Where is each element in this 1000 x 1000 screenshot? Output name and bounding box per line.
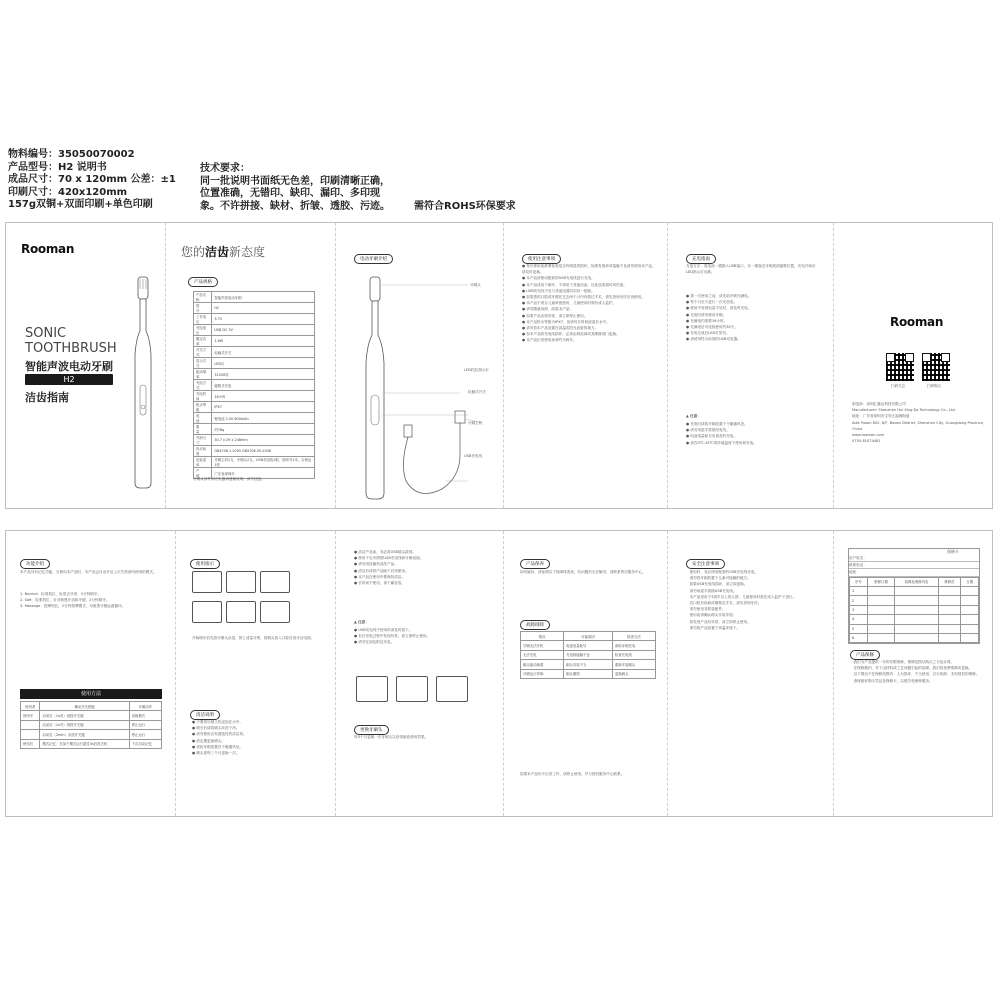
warranty-card-row [850, 587, 979, 596]
spec-note: 牙刷头部件和充电器请遵循说明。请勿浸泡。 [193, 477, 265, 481]
spec-row [194, 380, 315, 391]
warning-item: ● USB充电线不使用时请及时拔下。 [354, 628, 413, 632]
table-header-cell: 可能原因 [564, 632, 613, 641]
addr-en: Add: Room 802, 8/F, Baoan District, Shenzhen City, Guangdong Province, China [852, 420, 984, 431]
note-item: ● 本产品正常使用寿命约为两年。 [522, 338, 577, 343]
panel-features [6, 531, 176, 816]
table-cell: 1.6W [212, 336, 315, 347]
cover-title-en-2: TOOTHBRUSH [25, 341, 117, 356]
table-cell: 3.7V [212, 314, 315, 325]
table-cell: 请给牙刷充电 [612, 641, 655, 650]
note-item: ● 如果产品出现异常，请立即停止使用。 [522, 313, 588, 318]
table-cell: 无法充电 [521, 650, 564, 659]
trouble-row [521, 650, 656, 659]
table-cell [961, 605, 979, 614]
table-header-row [21, 702, 162, 711]
table-cell [895, 624, 938, 633]
table-cell: 充电时间 [194, 391, 212, 402]
table-cell: 3 [850, 605, 868, 614]
usage-text: 开始刷牙前先将牙刷头沾湿，挤上适量牙膏，将刷头放入口腔后再开启电源。 [192, 636, 315, 640]
care-warn-title: ▲ 注意： [354, 620, 369, 624]
charging-item: ● 第一次使用之前，请先给牙刷充满电。 [686, 294, 752, 298]
care-list [354, 549, 490, 586]
charging-item: ● 请使用符合标准的USB充电器。 [686, 337, 741, 342]
table-cell: 锂电池 2.4V 600mAh [212, 413, 315, 424]
table-cell: 刷头安装不当 [564, 660, 613, 669]
usage-row [21, 711, 162, 720]
trouble-text: 如有疑问，请参照以下故障排查表，若问题仍无法解决，请联系售后服务中心。 [520, 570, 646, 574]
charging-warn-title: ▲ 注意： [686, 414, 701, 418]
section-heading: 充电指南 [686, 254, 716, 264]
tech-requirements [200, 163, 390, 213]
warning-item: ● 电池电量耗尽后请及时充电。 [686, 434, 737, 439]
panel-troubleshoot [504, 531, 668, 816]
warranty-card-field: 联系电话： [849, 562, 979, 569]
step-image-icon [226, 571, 256, 593]
charging-item: ● 每个月至少进行一次充放电。 [686, 300, 737, 305]
step-image-icon [226, 601, 256, 623]
tech-line-2: 位置准确，无错印、缺印、漏印、多印现 [200, 188, 380, 199]
spec-row [194, 446, 315, 457]
section-heading: 更换牙刷头 [354, 725, 389, 735]
step-image-icon [192, 601, 222, 623]
charging-item: ● 充电完成后LED灯常亮。 [686, 331, 730, 336]
step-image-icon [260, 601, 290, 623]
usage-row [21, 720, 162, 729]
table-cell: 产品名称 [194, 292, 212, 303]
table-cell: 30.7 x 29 x 248mm [212, 435, 315, 446]
panel-usage-notes [504, 223, 668, 508]
charging-item: ● 充电时请勿使用牙刷。 [686, 312, 727, 317]
table-cell: 重新安装刷头 [612, 660, 655, 669]
section-heading: 电动牙刷介绍 [354, 254, 393, 264]
warranty-card-row [850, 596, 979, 605]
table-cell [895, 633, 938, 642]
table-cell: 开关方式 [194, 347, 212, 358]
print-size: 印刷尺寸：420x120mm [8, 186, 128, 198]
warranty-item: 请保留好购买凭证及保修卡，以便享受保修服务。 [850, 678, 933, 683]
table-cell: 防水等级 [194, 402, 212, 413]
warranty-paragraphs [850, 659, 980, 684]
charging-list [686, 293, 822, 343]
warranty-card-field: 用户姓名： [849, 555, 979, 562]
table-cell [867, 615, 895, 624]
table-cell: 使用中 [21, 711, 40, 720]
mode-item: 1. Normal：标准档位，轻度去牙渍，2分钟刷牙。 [20, 592, 101, 596]
table-header-row [850, 577, 979, 586]
table-cell: 16小时 [212, 391, 315, 402]
warranty-card-row [850, 615, 979, 624]
cleaning-item: ● 刷头需每三个月更换一次。 [192, 751, 240, 756]
safety-item: 如果USB充电线损坏，请立即更换。 [686, 582, 748, 587]
trouble-row [521, 669, 656, 678]
table-cell: 下次启动记忆 [129, 739, 161, 748]
table-cell: IPX7 [212, 402, 315, 413]
cover-title-en-1: SONIC [25, 326, 67, 341]
table-cell: 型 号 [194, 303, 212, 314]
charging-item: ● 使用中发现电量不足时，请及时充电。 [686, 306, 752, 311]
spec-row [194, 358, 315, 369]
table-cell [961, 587, 979, 596]
table-cell [938, 624, 961, 633]
table-header-cell: 排查方法 [612, 632, 655, 641]
table-cell: 31000转 [212, 369, 315, 380]
label-brush-head: 牙刷头 [470, 283, 481, 287]
slogan-post: 新态度 [229, 245, 266, 259]
table-cell [938, 615, 961, 624]
warranty-card-title: 保修卡 [947, 549, 959, 554]
usage-table [20, 701, 162, 749]
qr-code-icon [886, 353, 914, 381]
back-manufacturer-info [852, 401, 986, 444]
table-cell [867, 587, 895, 596]
slogan-bold: 洁齿 [205, 245, 230, 259]
care-item: ● 使用干毛巾擦拭USB充电线和牙刷表面。 [354, 556, 424, 561]
table-cell: 牙刷无法开机 [521, 641, 564, 650]
table-cell [961, 596, 979, 605]
warranty-card-field: 地址： [849, 569, 979, 576]
table-cell: 停止运行 [129, 730, 161, 739]
spec-row [194, 336, 315, 347]
telephone: 0755-81074481 [852, 439, 881, 444]
warning-item: ● 若在充电过程中发现异常，请立即停止使用。 [354, 634, 431, 639]
note-item: ● 如本产品的充电线损坏，必须由制造商或其维修部门更换。 [522, 332, 620, 337]
safety-item: 如发现产品有异常，请立即停止使用。 [686, 619, 751, 624]
table-cell: 启动后（1s外）再按开关键 [40, 720, 129, 729]
trouble-footer: 如果本产品仍不正常工作，请停止使用，并与授权服务中心联系。 [520, 772, 625, 776]
charging-item: ● 充满电后可连续使用约30天。 [686, 325, 738, 330]
safety-item: 请勿将产品放置于高温环境下。 [686, 625, 740, 630]
sheet-front [5, 222, 993, 509]
cover-title-cn: 智能声波电动牙刷 [25, 360, 113, 373]
table-cell: 启动后（2min）未按开关键 [40, 730, 129, 739]
table-cell [895, 605, 938, 614]
panel-diagram [336, 223, 504, 508]
table-header-cell: 日期 [961, 577, 979, 586]
safety-item: 本产品适用于3周岁以上的人群，儿童使用时需在成人监护下进行。 [686, 594, 797, 599]
table-cell: 智能声波电动牙刷 [212, 292, 315, 303]
back-brand-logo: Rooman [890, 315, 944, 329]
table-cell: 额定功率 [194, 336, 212, 347]
tech-line-1: 同一批说明书面纸无色差，印刷清晰正确， [200, 175, 390, 187]
safety-item: 请勿用湿手拔插USB充电线。 [686, 588, 737, 593]
table-cell: USB DC 5V [212, 325, 315, 336]
finished-size: 成品尺寸：70 x 120mm 公差：±1 [8, 174, 176, 185]
table-cell: 5 [850, 624, 868, 633]
product-model: 产品型号：H2 说明书 [8, 161, 107, 173]
warranty-card [848, 548, 980, 644]
table-cell: 更换刷头 [612, 669, 655, 678]
tech-line-3: 象。不许拼接、缺材、折皱、透胶、污迹。 [200, 200, 390, 212]
note-item: ● 本产品请使用配套的USB充电线进行充电。 [522, 276, 595, 281]
spec-table [193, 291, 315, 479]
charging-intro: 充电方法：将电池一端插入USB接口，另一端靠近牙刷底部磁吸位置，充电开始后LED指示灯闪烁。 [686, 264, 816, 275]
cleaning-item: ● 请定期更换刷头。 [192, 738, 226, 743]
spec-row [194, 292, 315, 303]
warning-item: ● 请在0℃-35℃的环境温度下使用和充电。 [686, 440, 757, 445]
table-cell: 牙刷运行异响 [521, 669, 564, 678]
cover-subtitle: 洁齿指南 [25, 391, 69, 404]
slogan [181, 243, 265, 260]
section-heading: 功能介绍 [20, 559, 50, 569]
table-header-cell: 情况 [521, 632, 564, 641]
table-header-row [521, 632, 656, 641]
usage-row [21, 739, 162, 748]
table-header-cell: 操动开关按键 [40, 702, 129, 711]
mode-item: 2. Soft：轻柔档位，针对敏感牙齿和牙龈，2分钟刷牙。 [20, 598, 110, 603]
note-item: ● 请勿将本产品放置在高温或阳光直射的地方。 [522, 326, 599, 331]
cleaning-item: ● 刷牙后请将刷头冲洗干净。 [192, 726, 240, 731]
table-cell: 电 池 [194, 413, 212, 424]
table-cell: 振动频率 [194, 369, 212, 380]
table-cell: 模式记忆：在某个模式运行超过5s后再关机 [40, 739, 129, 748]
warning-item: ● 请勿用湿手拔插充电线。 [686, 428, 730, 433]
slogan-pre: 您的 [181, 245, 206, 259]
spec-row [194, 391, 315, 402]
table-cell [895, 587, 938, 596]
spec-row [194, 347, 315, 358]
website: www.rooman.com [852, 433, 885, 438]
table-cell: 停止运行 [129, 720, 161, 729]
table-cell: 检查充电线 [612, 650, 655, 659]
warranty-item: 我们为产品提供一年的有限保修，保修范围从购买之日起计算。 [850, 660, 955, 664]
safety-item: 请勿将牙刷放置于儿童可接触的地方。 [686, 576, 751, 581]
table-cell: 约78g [212, 424, 315, 435]
spec-row [194, 303, 315, 314]
material-code: 物料编号：35050070002 [8, 149, 135, 160]
table-cell [867, 624, 895, 633]
note-item: ● 如果您的口腔或牙龈在过去两个月内有做过手术，请先咨询牙医后再使用。 [522, 295, 645, 300]
sheet-back [5, 530, 993, 817]
table-cell: 充电电压 [194, 325, 212, 336]
care-item: ● 清洁产品前，务必将USB插头拔掉。 [354, 550, 416, 554]
note-item: ● USB充电线不宜与其他电器共用同一插座。 [522, 288, 595, 293]
care-item: ● 清洁后请将产品晾干后再使用。 [354, 568, 409, 573]
note-item: ● 本产品适用于刷牙，不得用于其他用途，以免造成损坏或伤害。 [522, 282, 627, 287]
spec-row [194, 369, 315, 380]
table-cell [895, 596, 938, 605]
trouble-row [521, 660, 656, 669]
panel-usage [176, 531, 336, 816]
spec-block [8, 149, 176, 212]
table-cell: 2 [850, 596, 868, 605]
maker-en: Manufacturer: Shenzhen Hui Xing Da Technology Co., Ltd. [852, 408, 956, 413]
note-item: ● 本产品不适合儿童单独使用，儿童使用时需有成人监护。 [522, 301, 617, 306]
care-item: ● 请勿用洗碗机清洗产品。 [354, 562, 398, 567]
table-cell [938, 587, 961, 596]
warranty-card-table [849, 577, 979, 644]
table-cell: 广东省深圳市 [212, 468, 315, 479]
table-header-cell: 牙刷动作 [129, 702, 161, 711]
warranty-card-row [850, 605, 979, 614]
table-header-cell: 故障及维修内容 [895, 577, 938, 586]
qr-label-2: 扫码购买 [927, 384, 942, 388]
safety-item: 使用前请确认刷头安装牢固。 [686, 613, 737, 618]
panel-back-cover [834, 223, 992, 508]
spec-row [194, 413, 315, 424]
features-intro: 本产品具有记忆功能，当使用本产品时，本产品会自动开启上次关机前所使用的模式。 [20, 570, 157, 574]
label-main-body: 牙刷主机 [468, 421, 483, 425]
table-cell: 刷头磨损 [564, 669, 613, 678]
table-cell: 包装清单 [194, 457, 212, 468]
usage-row [21, 730, 162, 739]
addr-cn: 地址：广东省深圳市宝安区福海街道 [852, 414, 910, 419]
warning-item: ● 请勿在浴缸附近充电。 [354, 640, 395, 645]
table-cell: 1 [850, 587, 868, 596]
care-item: ● 长时间不使用，请干燥存放。 [354, 581, 405, 586]
table-cell: 产 地 [194, 468, 212, 479]
trouble-row [521, 641, 656, 650]
step-image-icon [192, 571, 222, 593]
cleaning-list [192, 719, 322, 756]
table-cell: 执行标准 [194, 446, 212, 457]
modes-list [20, 591, 162, 610]
table-cell: 充电线接触不良 [564, 650, 613, 659]
table-cell: 磁吸式充电 [212, 380, 315, 391]
section-heading: 故障排除 [520, 620, 550, 630]
section-heading: 清洁说明 [190, 710, 220, 720]
cleaning-item: ● 不要将牙刷主机浸泡在水中。 [192, 720, 243, 724]
charging-warnings [686, 421, 822, 446]
label-usb-cable: USB充电线 [464, 454, 483, 458]
note-item: ● 本产品防水等级为IPX7，但请勿长时间浸泡在水中。 [522, 319, 610, 324]
model-badge: H2 [25, 374, 113, 385]
panel-specs [166, 223, 336, 508]
panel-cover [6, 223, 166, 508]
rohs-requirement: 需符合ROHS环保要求 [414, 201, 516, 212]
warranty-item: 在保修期内，对于由材料或工艺问题引起的故障，我们将免费维修或更换。 [850, 666, 973, 671]
table-cell: 轻触式开关 [212, 347, 315, 358]
cleaning-item: ● 请将牙刷放置在干燥通风处。 [192, 744, 243, 749]
section-heading: 安全注意事项 [686, 559, 725, 569]
table-header-cell: 序号 [850, 577, 868, 586]
step-image-icon [436, 676, 468, 702]
warning-item: ● 充电时请将牙刷放置于干燥通风处。 [686, 422, 748, 426]
step-image-icon [260, 571, 290, 593]
section-heading: 产品保养 [520, 559, 550, 569]
table-cell: 使用后 [21, 739, 40, 748]
warranty-item: 以下情况不在保修范围内：人为损坏、不当使用、自行拆卸、未经授权的维修。 [850, 672, 980, 677]
spec-row [194, 435, 315, 446]
table-cell: 6 [850, 633, 868, 642]
table-cell [895, 615, 938, 624]
charging-item: ● 充满电约需要16小时。 [686, 318, 728, 323]
step-image-icon [396, 676, 428, 702]
table-cell: GB4706.1-2005 GB4706.59-2008 [212, 446, 315, 457]
panel-charging [668, 223, 834, 508]
table-cell: 刷头振动减弱 [521, 660, 564, 669]
table-cell: 重 量 [194, 424, 212, 435]
table-cell [867, 605, 895, 614]
qr-code-icon [922, 353, 950, 381]
tech-title: 技术要求： [200, 163, 250, 174]
table-cell: 显示方式 [194, 358, 212, 369]
table-cell: 牙刷主机1支、牙刷头2支、USB充电线1根、说明书1本、合格证1张 [212, 457, 315, 468]
trouble-table [520, 631, 656, 679]
table-cell [21, 730, 40, 739]
table-cell: LED灯 [212, 358, 315, 369]
label-switch: 轻触式开关 [468, 390, 486, 394]
table-cell: 启动后（1s内）再按开关键 [40, 711, 129, 720]
section-heading: 产品规格 [188, 277, 218, 287]
step-image-icon [356, 676, 388, 702]
spec-row [194, 457, 315, 468]
panel-safety [668, 531, 834, 816]
table-cell: 切换模式 [129, 711, 161, 720]
section-heading: 使用指示 [190, 559, 220, 569]
table-cell [938, 633, 961, 642]
spec-row [194, 402, 315, 413]
table-cell [961, 615, 979, 624]
spec-row [194, 325, 315, 336]
label-led: LED档位指示灯 [464, 368, 490, 372]
warranty-card-row [850, 624, 979, 633]
safety-item: 请勿使用非原装配件。 [686, 607, 726, 612]
care-warnings [354, 627, 490, 646]
table-cell: 工作电压 [194, 314, 212, 325]
section-heading: 产品保修 [850, 650, 880, 660]
safety-item: 若口腔有疾病或刚做完手术，请先咨询牙医。 [686, 601, 762, 606]
safety-item: 使用时，务必使用配套的USB充电线充电。 [686, 570, 759, 574]
table-cell [21, 720, 40, 729]
warranty-card-fields [849, 555, 979, 577]
note-item: ● 每次使用前都要检查是否有明显的损坏，如果有损坏或接触不良请勿使用本产品，请及时更换。 [522, 264, 656, 275]
table-cell [961, 624, 979, 633]
replace-head-text: 每3个月更换一次牙刷头以获得最佳使用效果。 [354, 735, 429, 739]
qr-label-1: 扫码关注 [891, 384, 906, 388]
section-heading: 使用注意事项 [522, 254, 561, 264]
panel-warranty [834, 531, 992, 816]
care-item: ● 本产品在使用中要保持清洁。 [354, 574, 405, 579]
table-cell [867, 596, 895, 605]
usage-table-title: 使用方法 [20, 689, 162, 699]
table-header-cell: 使用者 [21, 702, 40, 711]
mode-item: 3. Massage：按摩档位，2分钟按摩模式，可改善牙龈血液循环。 [20, 604, 126, 609]
table-cell: 外形尺寸 [194, 435, 212, 446]
panel-care [336, 531, 504, 816]
note-item: ● 请勿随意拆卸、改装本产品。 [522, 307, 573, 312]
spec-row [194, 424, 315, 435]
safety-list [686, 569, 822, 631]
cleaning-item: ● 请勿使用含有腐蚀性的清洁剂。 [192, 732, 247, 737]
table-cell: 4 [850, 615, 868, 624]
maker-cn: 制造商：深圳汇鑫达科技有限公司 [852, 402, 906, 406]
table-cell [961, 633, 979, 642]
cover-brand-logo: Rooman [21, 242, 75, 256]
table-cell: 电池电量耗尽 [564, 641, 613, 650]
table-header-cell: 维修日期 [867, 577, 895, 586]
paper-spec: 157g双铜+双面印刷+单色印刷 [8, 199, 153, 210]
table-cell: H2 [212, 303, 315, 314]
table-cell [938, 596, 961, 605]
table-cell: 充电方式 [194, 380, 212, 391]
table-cell [938, 605, 961, 614]
table-header-cell: 维修员 [938, 577, 961, 586]
toothbrush-icon [130, 275, 156, 491]
spec-row [194, 314, 315, 325]
notes-list [522, 263, 656, 344]
